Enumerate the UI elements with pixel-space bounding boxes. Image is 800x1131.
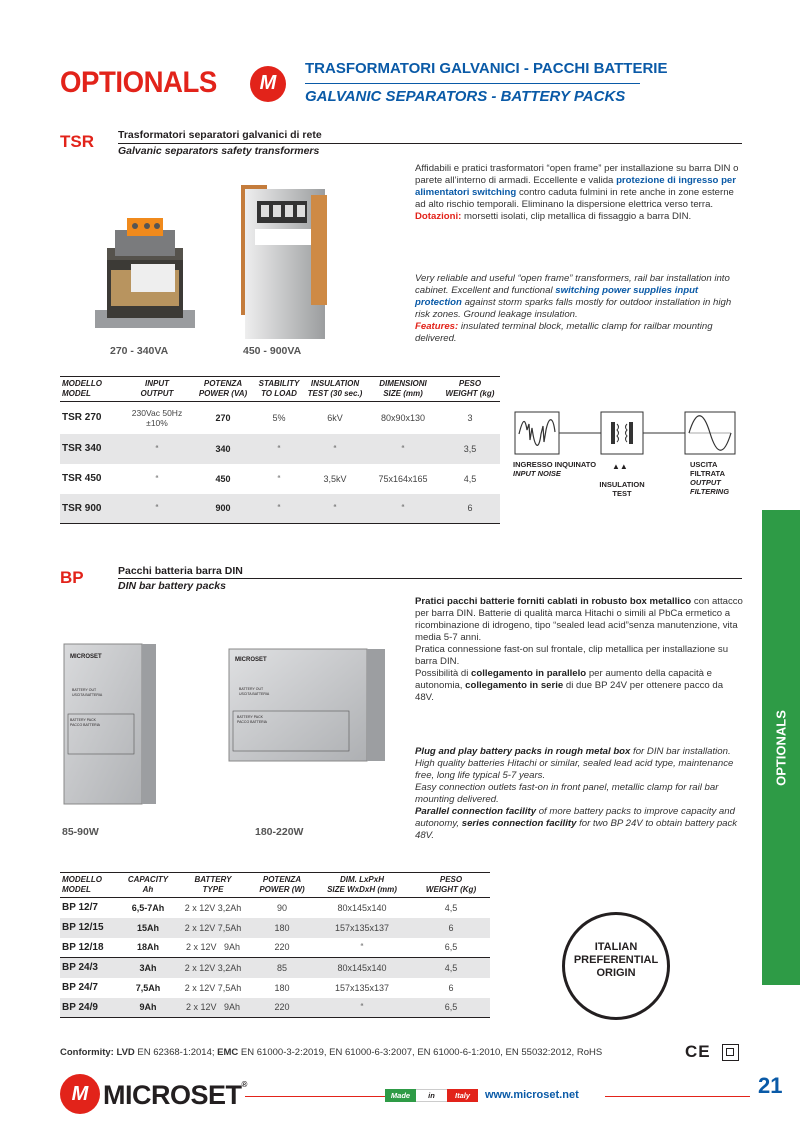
table-row [60,402,500,434]
bp-cell: 220 [252,998,312,1018]
bp-th-weight: PESO WEIGHT (Kg) [425,875,477,894]
tsr-cell: 450 [215,473,231,484]
tsr-cell: 3 [467,412,473,423]
tsr-th-input: INPUT OUTPUT [140,379,174,398]
bp-cell: BP 12/18 [62,941,104,953]
optionals-side-tab: OPTIONALS [762,510,800,985]
tsr-img1-caption: 270 - 340VA [110,345,169,357]
bp-p1-text: con attacco per barra DIN. Batterie di qualità marca Hitachi o simili al PbCa ermetico a ricombinazione di idrogeno, tipo “sealed lead acid”senza manutenzione, vita media 5-7 anni. [415,596,743,643]
bp-85-90w-product-image [60,640,160,815]
bp-cell: 220 [274,942,290,953]
bp-cell: 2 x 12V 9Ah [174,998,252,1018]
tsr-th-model: MODELLO MODEL [62,379,102,398]
tsr-section-code: TSR [60,132,94,151]
tsr-spec-table [60,376,500,524]
bp-p2-text: Pratica connessione fast-on sul frontale, clip metallica per installazione su barra DIN. [415,644,729,667]
conformity-line: Conformity: LVD EN 62368-1:2014; EMC EN 61000-3-2:2019, EN 61000-6-3:2007, EN 61000-6-1:2010, EN 55032:2012, RoHS [60,1047,603,1058]
table-row [60,898,490,918]
bp-section-rule [118,578,742,579]
tsr-img2-caption: 450 - 900VA [243,345,302,357]
microset-footer-logo-icon: M [60,1074,100,1114]
bp-e1-text: for DIN bar installation. High quality batteries Hitachi or similar, sealed lead acid type, maintenance free, long life typical 5-7 years. [415,746,734,781]
bp-cell: 2 x 12V 3,2Ah [184,902,242,913]
bp-cell: 6,5 [444,942,458,953]
bp-p3-a: Possibilità di [415,668,471,679]
diagram-insulation-label: INSULATION TEST [599,480,645,498]
bp-180-220w-product-image [225,645,390,770]
tsr-cell: “ [254,494,304,524]
bp-cell: 80x145x140 [337,902,387,913]
bp-th-capacity: CAPACITY Ah [127,875,169,894]
tsr-cell: 270 [215,412,231,423]
table-row [60,464,500,494]
tsr-desc-it-highlight: protezione di ingresso per alimentatori switching [415,175,737,198]
footer-rule-left [245,1096,385,1097]
bp-th-model: MODELLO MODEL [62,875,102,894]
bp-cell: 3Ah [122,958,174,978]
tsr-cell: 75x164x165 [378,473,428,484]
bp-cell: 157x135x137 [334,982,390,993]
bp-th-size: DIM. LxPxH SIZE WxDxH (mm) [327,875,397,894]
tsr-th-weight: PESO WEIGHT (kg) [445,379,495,398]
tsr-description-en [415,273,743,345]
tsr-cell: 3,5kV [323,473,347,484]
tsr-cell: 4,5 [463,473,477,484]
table-row [60,918,490,938]
bp-cell: 180 [252,918,312,938]
bp-p3-c: per aumento della capacità e autonomia, [415,668,713,691]
bp-cell: 15Ah [122,918,174,938]
ce-mark-icon: CE [685,1042,711,1061]
tsr-cell: 80x90x130 [380,412,426,423]
bp-description-it [415,596,743,704]
tsr-270-340-product-image [85,200,205,340]
tsr-cell: “ [254,434,304,464]
bp-title-it: Pacchi batteria barra DIN [118,565,243,577]
bp-cell: 6 [448,982,454,993]
bp-cell: 157x135x137 [312,918,412,938]
bp-p1-bold: Pratici pacchi batterie forniti cablati in robusto box metallico [415,596,692,607]
tsr-cell: “ [122,494,192,524]
bp-th-battery: BATTERY TYPE [194,875,232,894]
tsr-features-text: insulated terminal block, metallic clamp for railbar mounting delivered. [415,321,713,344]
bp-section-code: BP [60,568,84,587]
tsr-cell: 3,5 [440,434,500,464]
tsr-cell: “ [304,494,366,524]
table-row [60,494,500,524]
tsr-cell: 6kV [327,412,343,423]
tsr-desc-en-highlight: switching power supplies input protection [415,285,699,308]
bp-cell: 4,5 [444,902,458,913]
diagram-output-label: USCITA FILTRATA OUTPUT FILTERING [690,460,730,496]
tsr-cell: “ [366,434,440,464]
bp-cell: 2 x 12V 9Ah [185,942,241,953]
tsr-features-label: Features: [415,321,459,332]
tsr-title-it: Trasformatori separatori galvanici di rete [118,129,322,141]
tsr-dotazioni-label: Dotazioni: [415,211,462,222]
microset-logo-icon [250,66,286,102]
bp1-device-label-out: BATTERY OUT USCITA BATTERIA [72,688,103,697]
bp-cell: 2 x 12V 7,5Ah [174,918,252,938]
bp-th-power: POTENZA POWER (W) [259,875,305,894]
bp-cell: 90 [276,902,287,913]
bp-cell: “ [360,942,364,953]
table-row [60,434,500,464]
insulation-diagram [513,410,743,460]
bp-e3-parallel: Parallel connection facility [415,806,537,817]
bp-cell: 6,5-7Ah [131,902,165,913]
bp-e2-text: Easy connection outlets fast-on in front panel, metallic clamp for rail bar mounting delivered. [415,782,719,805]
bp-cell: BP 12/7 [62,902,98,914]
bp-e3-a: of more battery packs to improve capacity and autonomy, [415,806,735,829]
tsr-desc-en-1: Very reliable and useful “open frame” transformers, rail bar installation into cabinet. Excellent and functional [415,273,730,296]
tsr-desc-it-1: Affidabili e pratici trasformatori “open frame” per installazione su barra DIN o parete all’interno di armadi. Eccellente e valida [415,163,739,186]
footer-rule-right [605,1096,750,1097]
bp2-device-brand: MICROSET [235,657,267,663]
bp2-device-label-pack: BATTERY PACK PACCO BATTERIA [237,715,268,724]
bp-e1-bold: Plug and play battery packs in rough metal box [415,746,631,757]
bp-cell: BP 24/7 [62,982,98,993]
table-row [60,938,490,958]
tsr-cell: “ [122,434,192,464]
stamp-text: ITALIAN PREFERENTIAL ORIGIN [573,941,659,979]
tsr-desc-en-2: against storm sparks falls mostly for outdoor installation in high risk zones. Ground leakage insulation. [415,297,732,320]
table-row [60,978,490,998]
bp-e3-series: series connection facility [461,818,577,829]
tsr-cell: TSR 450 [62,473,102,484]
table-row [60,998,490,1018]
tsr-table-header [60,377,500,402]
tsr-cell: “ [304,434,366,464]
bp-title-en: DIN bar battery packs [118,580,226,592]
tsr-cell: TSR 270 [62,412,102,424]
tsr-cell: 900 [192,494,254,524]
bp-cell: BP 24/3 [60,958,122,978]
made-in-italy-flag: Made in Italy [385,1089,478,1102]
bp-cell: 9Ah [122,998,174,1018]
tsr-th-power: POTENZA POWER (VA) [198,379,248,398]
tsr-450-900-product-image [235,165,335,345]
tsr-cell: TSR 900 [60,494,122,524]
bp-spec-table [60,872,490,1018]
tsr-th-stability: STABILITY TO LOAD [258,379,300,398]
page-title: OPTIONALS [60,66,217,99]
bp-p3-parallel: collegamento in parallelo [471,668,587,679]
tsr-section-rule [118,143,742,144]
header-title-en: GALVANIC SEPARATORS - BATTERY PACKS [305,88,626,105]
bp-e3-c: for two BP 24V to obtain battery pack 48V. [415,818,738,841]
website-link[interactable]: www.microset.net [485,1089,579,1101]
tsr-cell: 5% [272,412,286,423]
footer-brand: MICROSET® [103,1080,247,1110]
bp-cell: 80x145x140 [312,958,412,978]
tsr-cell: “ [155,473,159,484]
page-number: 21 [758,1073,783,1098]
tsr-th-insulation: INSULATION TEST (30 sec.) [307,379,363,398]
tsr-cell: TSR 340 [60,434,122,464]
bp-p3-series: collegamento in serie [465,680,564,691]
bp-cell: 2 x 12V 7,5Ah [184,982,242,993]
bp-cell: 2 x 12V 3,2Ah [174,958,252,978]
header-title-it: TRASFORMATORI GALVANICI - PACCHI BATTERIE [305,60,668,77]
tsr-cell: 230Vac 50Hz ±10% [131,407,183,428]
diagram-insulation-marks: ▲▲ [612,462,628,471]
tsr-dotazioni-text: morsetti isolati, clip metallica di fissaggio a barra DIN. [461,211,692,222]
bp-cell: 6,5 [412,998,490,1018]
tsr-cell: 340 [192,434,254,464]
tsr-title-en: Galvanic separators safety transformers [118,145,320,157]
bp-table-header [60,873,490,898]
tsr-th-size: DIMENSIONI SIZE (mm) [379,379,427,398]
bp-cell: BP 12/15 [60,918,122,938]
diagram-input-label: INGRESSO INQUINATO INPUT NOISE [513,460,597,478]
header-divider [305,83,640,84]
bp-cell: BP 24/9 [60,998,122,1018]
bp-cell: 4,5 [412,958,490,978]
tsr-cell: 6 [440,494,500,524]
bp1-device-brand: MICROSET [70,654,102,660]
table-row [60,958,490,978]
bp-cell: 18Ah [136,942,159,953]
bp-p3-d: di due BP 24V per ottenere pacco da 48V. [415,680,724,703]
bp-cell: 180 [274,982,290,993]
tsr-cell: “ [277,473,281,484]
bp-cell: 6 [412,918,490,938]
italian-origin-stamp [562,912,670,1020]
double-insulation-icon [722,1044,739,1061]
bp-cell: “ [312,998,412,1018]
bp-img1-caption: 85-90W [62,826,99,838]
bp-img2-caption: 180-220W [255,826,304,838]
tsr-desc-it-2: contro caduta fulmini in rete anche in zone esterne ad alto rischio temporali. Eliminano la dispersione elettrica verso terra. [415,187,734,210]
tsr-cell: “ [366,494,440,524]
bp-cell: 7,5Ah [135,982,161,993]
bp-cell: 85 [252,958,312,978]
logo-mark: M [259,72,277,94]
bp1-device-label-pack: BATTERY PACK PACCO BATTERIA [70,718,101,727]
bp2-device-label-out: BATTERY OUT USCITA BATTERIA [239,687,270,696]
tsr-description-it [415,163,743,223]
bp-description-en [415,746,743,842]
